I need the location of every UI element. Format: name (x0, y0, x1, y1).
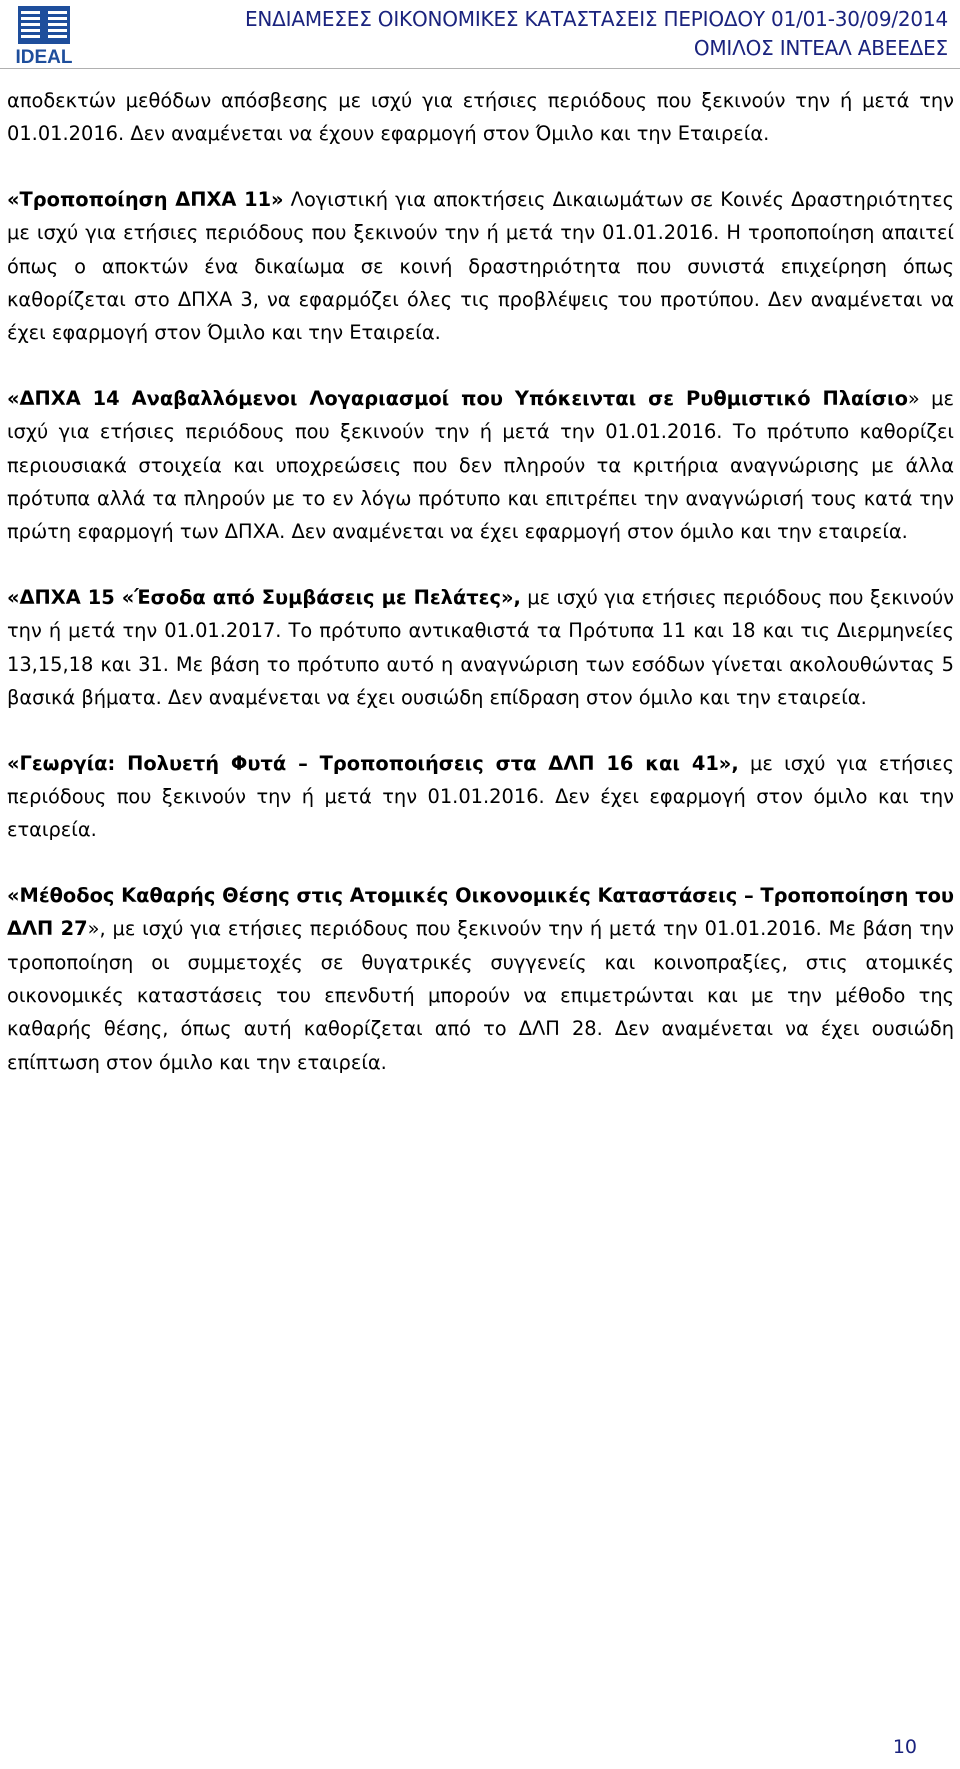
report-title: ΕΝΔΙΑΜΕΣΕΣ ΟΙΚΟΝΟΜΙΚΕΣ ΚΑΤΑΣΤΑΣΕΙΣ ΠΕΡΙΟΔΟΥ 01/01-30/09/2014 (244, 7, 948, 31)
company-name: ΟΜΙΛΟΣ ΙΝΤΕΑΛ ΑΒΕΕΔΕΣ (693, 36, 948, 60)
page-number: 10 (892, 1736, 917, 1758)
paragraph-heading: «ΔΠΧΑ 14 Αναβαλλόμενοι Λογαριασμοί που Υπόκεινται σε Ρυθμιστικό Πλαίσιο (7, 386, 908, 410)
paragraph-heading: «Γεωργία: Πολυετή Φυτά – Τροποποιήσεις στα ΔΛΠ 16 και 41», (7, 751, 739, 775)
paragraph-heading: «ΔΠΧΑ 15 «Έσοδα από Συμβάσεις με Πελάτες», (7, 585, 521, 609)
page-header (0, 0, 960, 70)
paragraph-bearer-plants (7, 747, 954, 847)
paragraph-ifrs-14 (7, 382, 954, 549)
paragraph-text: με ισχύ για ετήσιες περιόδους που ξεκινούν την ή μετά την 01.01.2017. Το πρότυπο αντικαθιστά τα Πρότυπα 11 και 18 και τις Διερμηνείες 13,15,18 και 31. Με βάση το πρότυπο αυτό η αναγνώριση των εσόδων γίνεται ακολουθώντας 5 βασικά βήματα. Δεν αναμένεται να έχει ουσιώδη επίδραση στον όμιλο και την εταιρεία. (7, 585, 955, 710)
paragraph-text: », με ισχύ για ετήσιες περιόδους που ξεκινούν την ή μετά την 01.01.2016. Με βάση την τροποποίηση οι συμμετοχές σε θυγατρικές συγγενείς και κοινοπραξίες, στις ατομικές οικονομικές καταστάσεις του επενδυτή μπορούν να επιμετρώνται και με την μέθοδο της καθαρής θέσης, όπως αυτή καθορίζεται από το ΔΛΠ 28. Δεν αναμένεται να έχει ουσιώδη επίπτωση στον όμιλο και την εταιρεία. (7, 917, 955, 1074)
ideal-logo (8, 4, 84, 66)
paragraph-ias-27 (7, 879, 954, 1079)
logo-text: IDEAL (15, 47, 73, 66)
paragraph-heading: «Τροποποίηση ΔΠΧΑ 11» (7, 187, 284, 211)
paragraph-text: αποδεκτών μεθόδων απόσβεσης με ισχύ για ετήσιες περιόδους που ξεκινούν την ή μετά την 01.01.2016. Δεν αναμένεται να έχουν εφαρμογή στον Όμιλο και την Εταιρεία. (7, 89, 954, 146)
paragraph-ifrs-15 (7, 581, 954, 715)
document-body (7, 84, 954, 1079)
paragraph-heading: «Μέθοδος Καθαρής Θέσης στις Ατομικές Οικονομικές Καταστάσεις – Τροποποίηση του ΔΛΠ 27 (7, 883, 954, 941)
paragraph-amortization-methods (7, 84, 954, 151)
header-divider (0, 68, 960, 69)
paragraph-text: με ισχύ για ετήσιες περιόδους που ξεκινούν την ή μετά την 01.01.2016. Δεν έχει εφαρμογή στον όμιλο και την εταιρεία. (7, 751, 954, 842)
paragraph-ifrs-11 (7, 183, 954, 350)
paragraph-text: Λογιστική για αποκτήσεις Δικαιωμάτων σε Κοινές Δραστηριότητες με ισχύ για ετήσιες περιόδους που ξεκινούν την ή μετά την 01.01.2016. Η τροποποίηση απαιτεί όπως ο αποκτών ένα δικαίωμα σε κοινή δραστηριότητα που συνιστά επιχείρηση όπως καθορίζεται στο ΔΠΧΑ 3, να εφαρμόζει όλες τις προβλέψεις του προτύπου. Δεν αναμένεται να έχει εφαρμογή στον Όμιλο και την Εταιρεία. (7, 187, 954, 345)
header-titles (245, 5, 948, 63)
paragraph-text: » με ισχύ για ετήσιες περιόδους που ξεκινούν την ή μετά την 01.01.2016. Το πρότυπο καθορίζει περιουσιακά στοιχεία και υποχρεώσεις που δεν πληρούν τα κριτήρια αναγνώρισης με άλλα πρότυπα αλλά τα πληρούν με το εν λόγω πρότυπο και επιτρέπει την αναγνώρισή τους κατά την πρώτη εφαρμογή των ΔΠΧΑ. Δεν αναμένεται να έχει εφαρμογή στον όμιλο και την εταιρεία. (7, 386, 954, 544)
